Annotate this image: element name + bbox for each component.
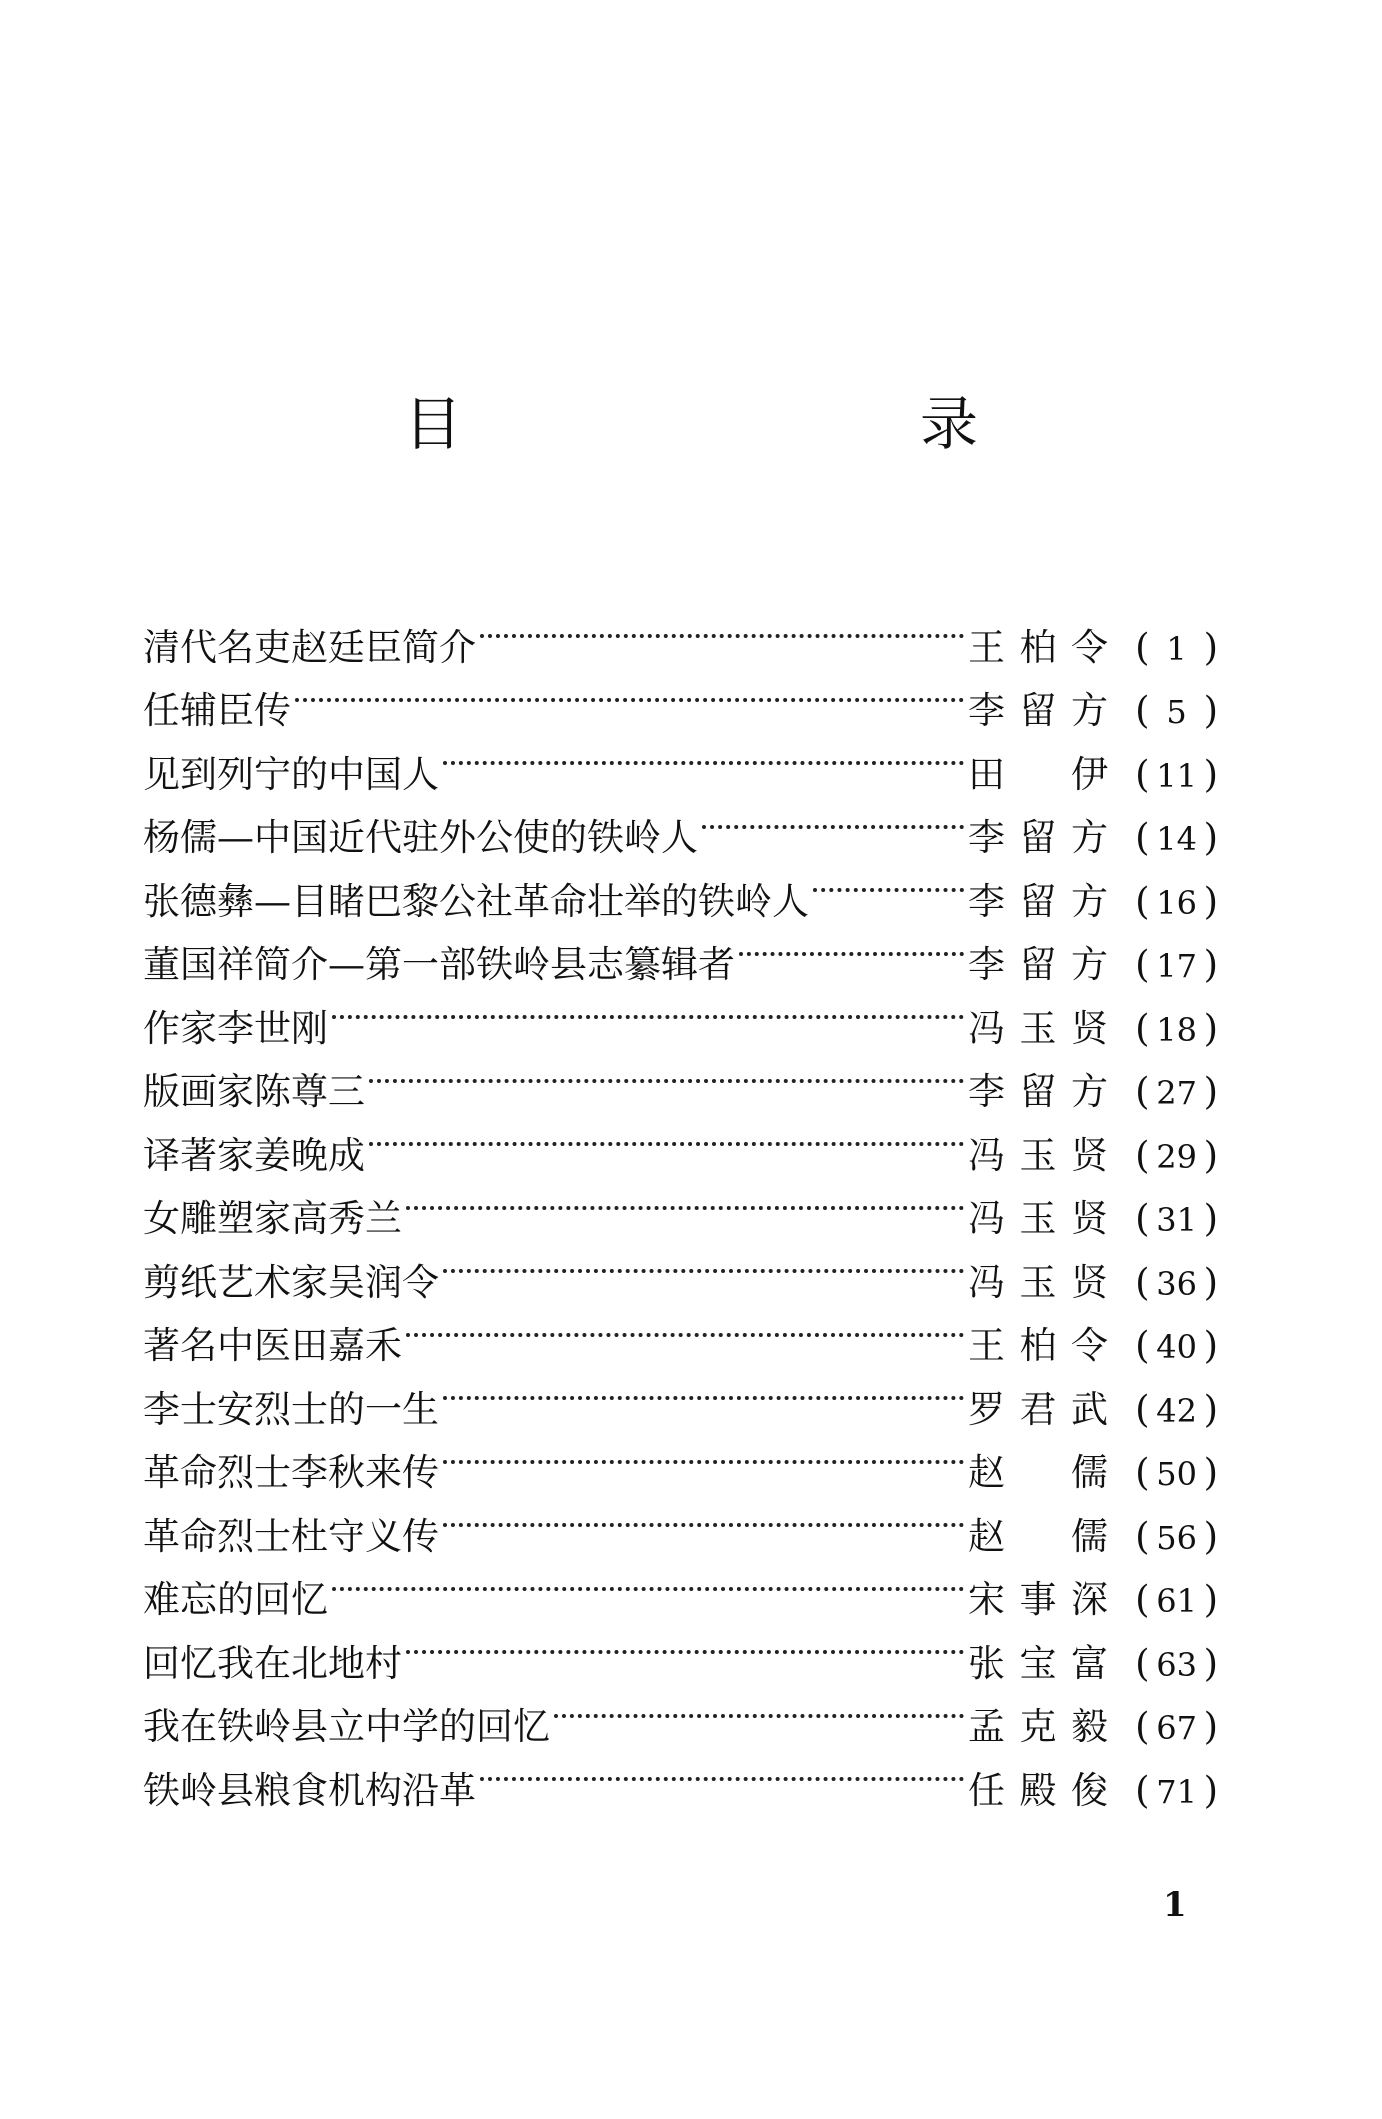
toc-entry-page: ( 14 ) [1108, 806, 1218, 872]
dot-leader [443, 1485, 964, 1549]
dot-leader [406, 1295, 964, 1359]
toc-entry-page-number: 17 [1156, 947, 1197, 985]
table-of-contents [143, 596, 1218, 1812]
dot-leader [702, 787, 964, 851]
dot-leader [369, 1104, 964, 1168]
toc-entry-author: 冯玉贤 [968, 1197, 1108, 1240]
toc-entry-title: 革命烈士李秋来传 [143, 1451, 439, 1494]
toc-entry-author: 宋事深 [968, 1578, 1108, 1621]
toc-entry-title: 李士安烈士的一生 [143, 1387, 439, 1431]
toc-entry-title: 版画家陈尊三 [143, 1070, 365, 1113]
toc-entry-page-number: 56 [1156, 1518, 1197, 1557]
toc-entry-author: 赵 儒 [968, 1451, 1108, 1494]
dot-leader [406, 1168, 964, 1232]
toc-entry-page-number: 50 [1156, 1455, 1197, 1493]
toc-entry-page: ( 71 ) [1108, 1759, 1218, 1825]
toc-entry-page-number: 1 [1166, 629, 1187, 668]
dot-leader [332, 977, 964, 1041]
toc-entry-title: 革命烈士杜守义传 [143, 1514, 439, 1558]
toc-entry-author: 罗君武 [968, 1387, 1108, 1431]
dot-leader [369, 1041, 964, 1105]
toc-entry-author: 赵 儒 [968, 1514, 1108, 1558]
toc-entry-page-number: 11 [1156, 756, 1197, 795]
toc-entry-page-number: 5 [1166, 693, 1187, 731]
toc-entry-author: 冯玉贤 [968, 1260, 1108, 1304]
toc-entry-page-number: 31 [1156, 1201, 1197, 1239]
toc-entry-page-number: 29 [1156, 1137, 1197, 1176]
toc-entry-author: 冯玉贤 [968, 1133, 1108, 1177]
toc-entry-page: ( 63 ) [1108, 1632, 1218, 1698]
dot-leader [480, 596, 964, 660]
toc-entry-title: 铁岭县粮食机构沿革 [143, 1768, 476, 1812]
toc-entry-page: ( 1 ) [1108, 616, 1218, 682]
toc-entry-page: ( 16 ) [1108, 870, 1218, 936]
dot-leader [406, 1612, 964, 1676]
dot-leader [295, 660, 964, 724]
toc-entry-author: 任殿俊 [968, 1768, 1108, 1812]
toc-entry [143, 596, 1218, 669]
dot-leader [443, 1231, 964, 1295]
toc-entry-title: 杨儒—中国近代驻外公使的铁岭人 [143, 816, 698, 859]
toc-entry-page: ( 27 ) [1108, 1060, 1218, 1126]
dot-leader [443, 1358, 964, 1422]
toc-entry-page: ( 18 ) [1108, 997, 1218, 1063]
toc-entry-title: 难忘的回忆 [143, 1578, 328, 1621]
toc-entry-page: ( 56 ) [1108, 1505, 1218, 1571]
toc-entry-title: 见到列宁的中国人 [143, 752, 439, 796]
toc-entry-page: ( 17 ) [1108, 933, 1218, 999]
toc-entry-title: 任辅臣传 [143, 689, 291, 732]
toc-entry-page: ( 42 ) [1108, 1378, 1218, 1444]
toc-entry-page: ( 29 ) [1108, 1124, 1218, 1190]
toc-entry-page-number: 63 [1156, 1645, 1197, 1684]
toc-entry-title: 作家李世刚 [143, 1006, 328, 1050]
toc-entry-title: 我在铁岭县立中学的回忆 [143, 1705, 550, 1748]
toc-entry-title: 著名中医田嘉禾 [143, 1324, 402, 1367]
toc-entry-author: 田 伊 [968, 752, 1108, 796]
toc-entry-title: 清代名吏赵廷臣简介 [143, 625, 476, 669]
toc-entry-page-number: 36 [1156, 1264, 1197, 1303]
toc-entry-page-number: 61 [1156, 1582, 1197, 1620]
toc-entry-page-number: 71 [1156, 1772, 1197, 1811]
toc-entry-page-number: 40 [1156, 1328, 1197, 1366]
toc-entry-page: ( 36 ) [1108, 1251, 1218, 1317]
dot-leader [480, 1739, 964, 1803]
toc-entry-page: ( 31 ) [1108, 1187, 1218, 1253]
toc-entry-page-number: 42 [1156, 1391, 1197, 1430]
dot-leader [554, 1676, 964, 1740]
toc-entry-title: 董国祥简介—第一部铁岭县志纂辑者 [143, 943, 735, 986]
toc-entry-title: 女雕塑家高秀兰 [143, 1197, 402, 1240]
toc-entry-author: 李留方 [968, 689, 1108, 732]
toc-entry-page: ( 5 ) [1108, 679, 1218, 745]
toc-entry-page: ( 11 ) [1108, 743, 1218, 809]
toc-entry-title: 剪纸艺术家吴润令 [143, 1260, 439, 1304]
dot-leader [443, 723, 964, 787]
toc-entry-page-number: 14 [1156, 820, 1197, 858]
toc-entry-page: ( 50 ) [1108, 1441, 1218, 1507]
toc-entry-page-number: 67 [1156, 1709, 1197, 1747]
toc-entry-author: 孟克毅 [968, 1705, 1108, 1748]
dot-leader [332, 1549, 964, 1613]
toc-entry-page-number: 18 [1156, 1010, 1197, 1049]
toc-entry-author: 张宝富 [968, 1641, 1108, 1685]
toc-entry-title: 译著家姜晚成 [143, 1133, 365, 1177]
toc-entry-author: 王柏令 [968, 625, 1108, 669]
toc-entry-author: 李留方 [968, 943, 1108, 986]
toc-entry-author: 李留方 [968, 1070, 1108, 1113]
toc-entry-author: 冯玉贤 [968, 1006, 1108, 1050]
toc-entry-author: 王柏令 [968, 1324, 1108, 1367]
toc-entry-page: ( 40 ) [1108, 1314, 1218, 1380]
dot-leader [739, 914, 964, 978]
page-title: 目 录 [403, 390, 1178, 458]
toc-entry-author: 李留方 [968, 879, 1108, 923]
toc-entry-page-number: 27 [1156, 1074, 1197, 1112]
toc-entry-author: 李留方 [968, 816, 1108, 859]
toc-entry-page: ( 61 ) [1108, 1568, 1218, 1634]
dot-leader [443, 1422, 964, 1486]
page-number: 1 [1163, 1885, 1187, 1925]
toc-entry-title: 回忆我在北地村 [143, 1641, 402, 1685]
toc-entry-page-number: 16 [1156, 883, 1197, 922]
toc-entry-page: ( 67 ) [1108, 1695, 1218, 1761]
toc-entry-title: 张德彝—目睹巴黎公社革命壮举的铁岭人 [143, 879, 809, 923]
dot-leader [813, 850, 964, 914]
